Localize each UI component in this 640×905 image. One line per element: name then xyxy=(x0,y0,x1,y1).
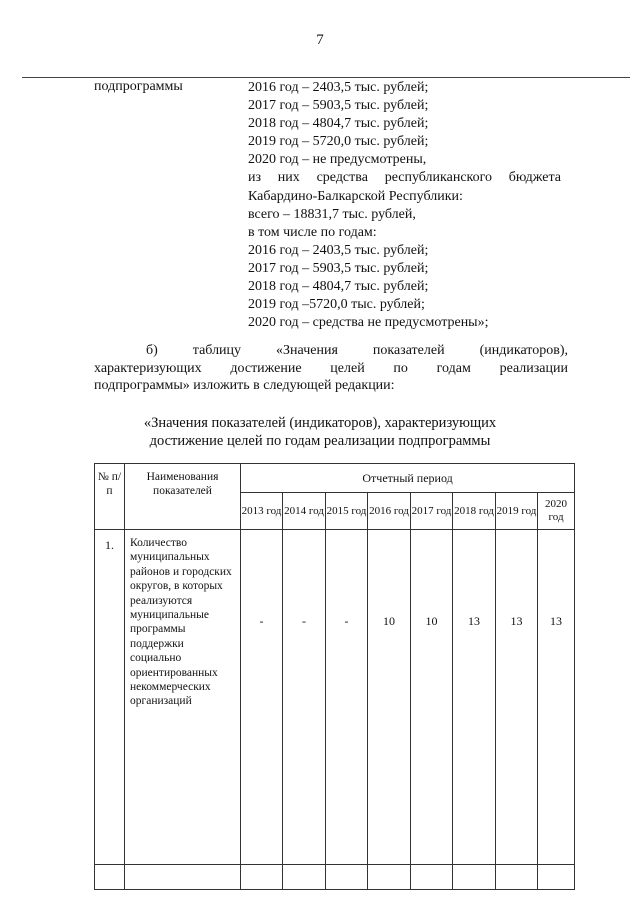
empty-cell xyxy=(453,865,496,890)
funding-block xyxy=(248,79,561,332)
funding-line: 2019 год –5720,0 тыс. рублей; xyxy=(248,297,425,313)
empty-cell xyxy=(411,865,453,890)
header-indicator-name: Наименования показателей xyxy=(125,464,241,530)
instruction-paragraph xyxy=(94,342,568,395)
empty-cell xyxy=(326,865,368,890)
header-year: 2018 год xyxy=(453,493,496,530)
header-year: 2017 год xyxy=(411,493,453,530)
empty-cell xyxy=(368,865,411,890)
funding-line: Кабардино-Балкарской Республики: xyxy=(248,188,463,204)
funding-line: всего – 18831,7 тыс. рублей, xyxy=(248,206,416,222)
funding-line: из них средства республиканского бюджета xyxy=(248,170,561,186)
page-number: 7 xyxy=(316,32,324,48)
funding-line: 2018 год – 4804,7 тыс. рублей; xyxy=(248,279,429,295)
row-indicator-name: Количество муниципальных районов и городских округов, в которых реализуются муниципальные программы поддержки социально ориентированных некоммерческих организаций xyxy=(125,530,241,865)
row-value: 13 xyxy=(453,530,496,865)
table-title-line: «Значения показателей (индикаторов), характеризующих xyxy=(143,415,497,431)
funding-line: 2016 год – 2403,5 тыс. рублей; xyxy=(248,242,429,258)
empty-cell xyxy=(241,865,283,890)
funding-line: 2017 год – 5903,5 тыс. рублей; xyxy=(248,98,429,114)
table-row xyxy=(95,530,575,865)
funding-line: 2020 год – средства не предусмотрены»; xyxy=(248,315,489,331)
row-value: - xyxy=(283,530,326,865)
header-year: 2014 год xyxy=(283,493,326,530)
row-value: - xyxy=(326,530,368,865)
funding-line: 2020 год – не предусмотрены, xyxy=(248,152,427,168)
funding-line: 2019 год – 5720,0 тыс. рублей; xyxy=(248,134,429,150)
row-value: - xyxy=(241,530,283,865)
row-value: 10 xyxy=(411,530,453,865)
empty-cell xyxy=(95,865,125,890)
header-number: № п/п xyxy=(95,464,125,530)
top-rule xyxy=(22,77,630,78)
row-value: 13 xyxy=(538,530,575,865)
table-empty-row xyxy=(95,865,575,890)
row-number: 1. xyxy=(95,530,125,865)
header-reporting-period: Отчетный период xyxy=(241,464,575,493)
empty-cell xyxy=(283,865,326,890)
row-value: 10 xyxy=(368,530,411,865)
table-header-row xyxy=(95,464,575,493)
instruction-line: характеризующих достижение целей по годам реализации xyxy=(94,360,568,376)
header-year: 2020 год xyxy=(538,493,575,530)
indicators-table xyxy=(94,463,575,890)
empty-cell xyxy=(496,865,538,890)
row-value: 13 xyxy=(496,530,538,865)
empty-cell xyxy=(538,865,575,890)
header-year: 2013 год xyxy=(241,493,283,530)
instruction-line: подпрограммы» изложить в следующей редакции: xyxy=(94,378,395,393)
funding-label: подпрограммы xyxy=(94,79,183,94)
funding-line: 2016 год – 2403,5 тыс. рублей; xyxy=(248,80,429,95)
instruction-line: б) таблицу «Значения показателей (индикаторов), xyxy=(146,343,568,358)
table-title xyxy=(0,414,640,450)
header-year: 2015 год xyxy=(326,493,368,530)
funding-line: в том числе по годам: xyxy=(248,224,377,240)
header-year: 2016 год xyxy=(368,493,411,530)
header-year: 2019 год xyxy=(496,493,538,530)
empty-cell xyxy=(125,865,241,890)
funding-line: 2017 год – 5903,5 тыс. рублей; xyxy=(248,260,429,276)
table-title-line: достижение целей по годам реализации подпрограммы xyxy=(149,433,491,449)
funding-line: 2018 год – 4804,7 тыс. рублей; xyxy=(248,116,429,132)
